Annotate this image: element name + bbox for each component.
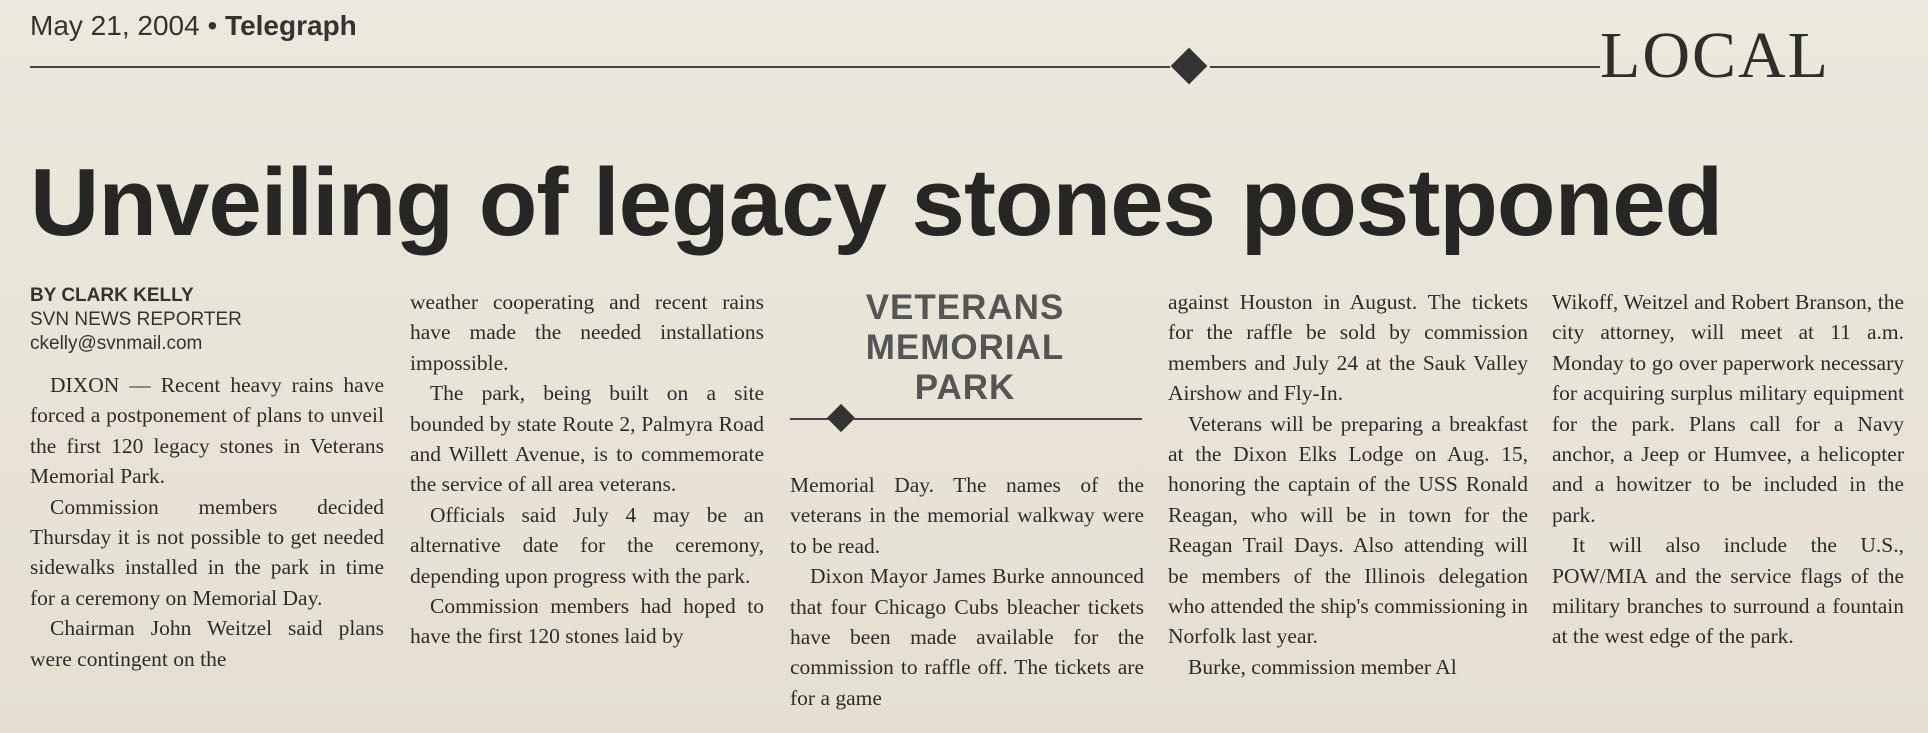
article-column-4 <box>1168 287 1528 682</box>
paragraph: against Houston in August. The tickets for the raffle be sold by commission members and July 24 at the Sauk Valley Airshow and Fly-In. <box>1168 290 1528 406</box>
article-column-2 <box>410 287 764 652</box>
masthead-rule-left <box>30 66 1170 68</box>
article-column-5 <box>1552 287 1904 652</box>
publication-name: Telegraph <box>225 10 357 41</box>
sidebar-diamond-ornament <box>827 404 855 432</box>
paragraph: Officials said July 4 may be an alternative date for the ceremony, depending upon progress with the park. <box>410 502 764 588</box>
byline-role: SVN NEWS REPORTER <box>30 309 242 330</box>
masthead-diamond-ornament <box>1171 48 1208 85</box>
paragraph: Commission members decided Thursday it is not possible to get needed sidewalks installed in the park in time for a ceremony on Memorial Day. <box>30 494 384 610</box>
article-column-3 <box>790 470 1144 713</box>
article-headline: Unveiling of legacy stones postponed <box>30 149 1723 256</box>
paragraph: weather cooperating and recent rains have made the needed installations impossible. <box>410 290 764 375</box>
paragraph: Memorial Day. The names of the veterans in the memorial walkway were to be read. <box>790 473 1144 558</box>
paragraph: Commission members had hoped to have the first 120 stones laid by <box>410 594 764 649</box>
paragraph: Chairman John Weitzel said plans were contingent on the <box>30 616 384 671</box>
paragraph: Burke, commission member Al <box>1188 654 1457 679</box>
paragraph: Dixon Mayor James Burke announced that four Chicago Cubs bleacher tickets have been made available for the commission to raffle off. The tickets are for a game <box>790 564 1144 710</box>
paragraph: The park, being built on a site bounded by state Route 2, Palmyra Road and Willett Avenue, is to commemorate the service of all area veterans. <box>410 381 764 497</box>
paragraph: Wikoff, Weitzel and Robert Branson, the city attorney, will meet at 11 a.m. Monday to go over paperwork necessary for acquiring surplus military equipment for the park. Plans call for a Navy anchor, a Jeep or Humvee, a helicopter and a howitzer to be included in the park. <box>1552 290 1904 527</box>
section-label: LOCAL <box>1600 19 1830 92</box>
sidebar-rule-left <box>790 418 830 420</box>
byline-author: BY CLARK KELLY <box>30 285 194 306</box>
bullet-separator: • <box>207 10 218 41</box>
sidebar-heading <box>800 288 1130 408</box>
publication-date: May 21, 2004 <box>30 10 200 41</box>
paragraph: It will also include the U.S., POW/MIA and the service flags of the military branches to surround a fountain at the west edge of the park. <box>1552 533 1904 649</box>
paragraph: DIXON — Recent heavy rains have forced a postponement of plans to unveil the first 120 legacy stones in Veterans Memorial Park. <box>30 373 384 489</box>
byline <box>30 284 390 356</box>
masthead-rule-right <box>1210 66 1600 68</box>
sidebar-rule-right <box>852 418 1142 420</box>
sidebar-heading-line: MEMORIAL <box>865 328 1065 367</box>
masthead-dateline <box>30 10 357 42</box>
paragraph: Veterans will be preparing a breakfast at the Dixon Elks Lodge on Aug. 15, honoring the captain of the USS Ronald Reagan, who will be in town for the Reagan Trail Days. Also attending will be members of the Illinois delegation who attended the ship's commissioning in Norfolk last year. <box>1168 411 1528 649</box>
sidebar-heading-line: PARK <box>914 368 1016 407</box>
article-column-1 <box>30 370 384 674</box>
sidebar-heading-line: VETERANS <box>865 288 1065 327</box>
byline-email: ckelly@svnmail.com <box>30 333 203 354</box>
